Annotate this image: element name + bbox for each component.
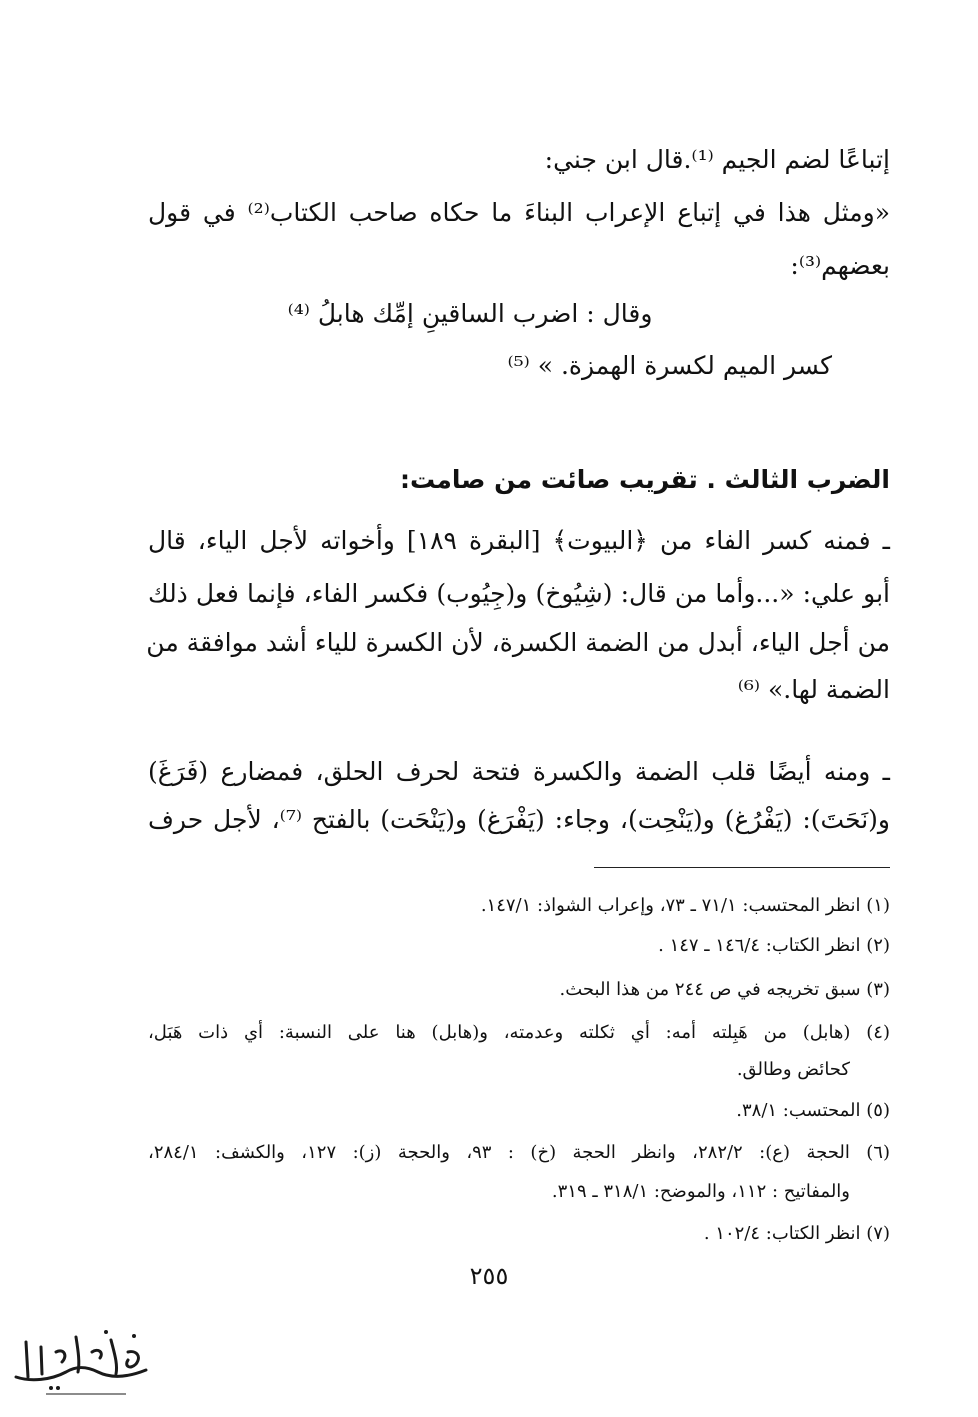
footnote-separator xyxy=(594,867,890,868)
footnote-6-continued: والمفاتيح : ١١٢، والموضح: ٣١٨/١ ـ ٣١٩. xyxy=(551,1181,850,1202)
section-heading: الضرب الثالث . تقريب صائت من صامت: xyxy=(399,465,890,494)
footnote-5: (٥) المحتسب: ٣٨/١. xyxy=(736,1100,890,1121)
paragraph-1-line-1: ـ فمنه كسر الفاء من ﴿البيوت﴾ [البقرة ١٨٩] وأخواته لأجل الياء، قال xyxy=(148,526,890,555)
footnote-3: (٣) سبق تخريجه في ص ٢٤٤ من هذا البحث. xyxy=(559,979,890,1000)
paragraph-1-line-4: الضمة لها.» ⁽⁶⁾ xyxy=(737,675,890,704)
footnote-7: (٧) انظر الكتاب: ١٠٢/٤ . xyxy=(703,1223,890,1244)
footnote-2: (٢) انظر الكتاب: ١٤٦/٤ ـ ١٤٧ . xyxy=(658,935,890,956)
footnote-4: (٤) (هابل) من هَبِلته أمه: أي ثكلته وعدمته، و(هابل) هنا على النسبة: أي ذات هَبَل، xyxy=(148,1022,890,1043)
quote-line-2: بعضهم⁽³⁾: xyxy=(790,251,890,280)
page-number: ٢٥٥ xyxy=(469,1262,509,1290)
text-line-1: إتباعًا لضم الجيم ⁽¹⁾.قال ابن جني: xyxy=(544,145,890,174)
paragraph-2-line-1: ـ ومنه أيضًا قلب الضمة والكسرة فتحة لحرف الحلق، فمضارع (فَرَغَ) xyxy=(148,757,890,786)
paragraph-1-line-2: أبو علي: «...وأما من قال: (شِيُوخ) و(جِيُوب) فكسر الفاء، فإنما فعل ذلك xyxy=(148,579,890,608)
publisher-logo xyxy=(6,1322,156,1402)
paragraph-2-line-2: و(نَحَتَ): (يَفْرُغ) و(يَنْحِت)، وجاء: (يَفْرَغ) و(يَنْحَت) بالفتح ⁽⁷⁾، لأجل حرف xyxy=(148,805,890,834)
footnote-1: (١) انظر المحتسب: ٧١/١ ـ ٧٣، وإعراب الشواذ: ١٤٧/١. xyxy=(480,895,890,916)
quote-line-1: «ومثل هذا في إتباع الإعراب البناءَ ما حكاه صاحب الكتاب⁽²⁾ في قول xyxy=(148,198,890,227)
footnote-4-continued: كحائض وطالق. xyxy=(736,1059,850,1080)
paragraph-1-line-3: من أجل الياء، أبدل من الضمة الكسرة، لأن الكسرة للياء أشد موافقة من xyxy=(146,628,890,657)
poetry-verse: وقال : اضرب الساقينِ إمِّك هابلُ ⁽⁴⁾ xyxy=(287,299,653,328)
footnote-6: (٦) الحجة (ع): ٢٨٢/٢، وانظر الحجة (خ) : ٩٣، والحجة (ز): ١٢٧، والكشف: ٢٨٤/١، xyxy=(148,1142,890,1163)
quote-line-3: كسر الميم لكسرة الهمزة. » ⁽⁵⁾ xyxy=(507,351,832,380)
